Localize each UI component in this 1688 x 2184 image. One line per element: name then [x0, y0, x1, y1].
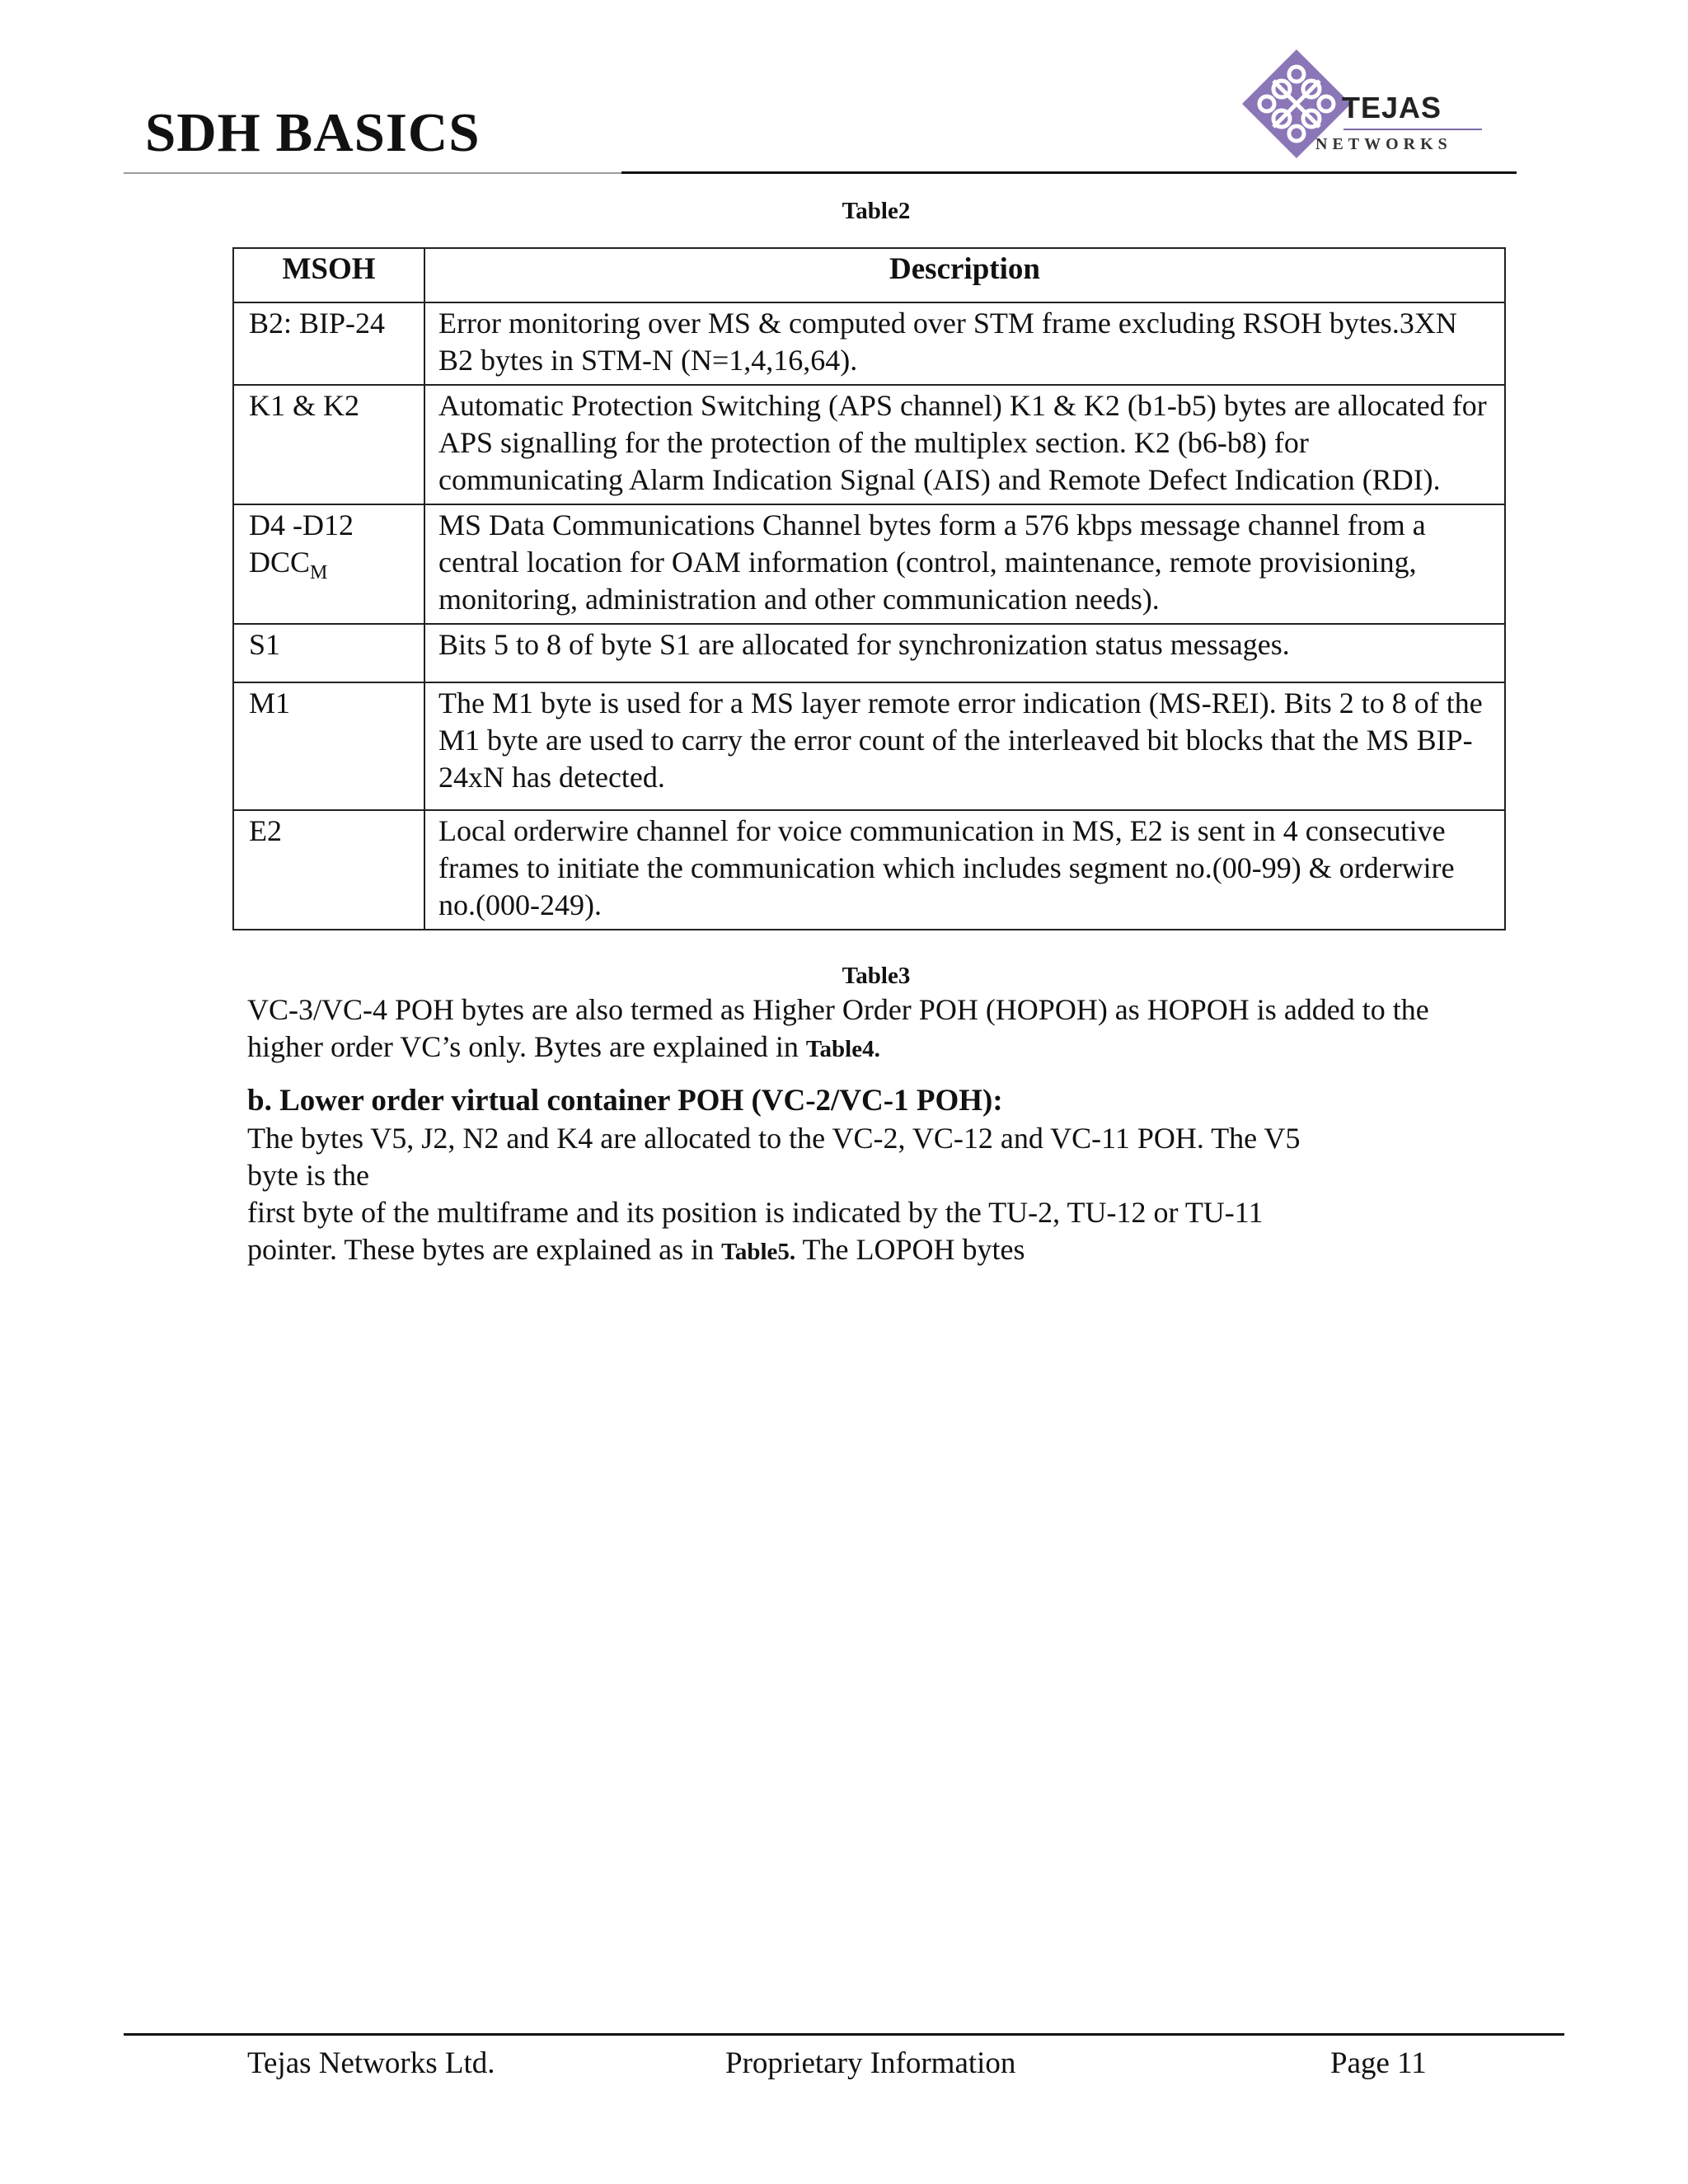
column-header-msoh: MSOH: [233, 248, 424, 302]
logo-subtitle: NETWORKS: [1315, 135, 1452, 153]
row-code: M1: [233, 682, 424, 810]
row-code-cell: [233, 504, 424, 624]
row-description: Bits 5 to 8 of byte S1 are allocated for synchronization status messages.: [424, 624, 1505, 682]
row-description: The M1 byte is used for a MS layer remote error indication (MS-REI). Bits 2 to 8 of the M1 byte are used to carry the error count of the interleaved bit blocks that the MS BIP-24xN has detected.: [424, 682, 1505, 810]
table-row: [233, 385, 1505, 504]
row-code: E2: [233, 810, 424, 930]
paragraph-line: The bytes V5, J2, N2 and K4 are allocated to the VC-2, VC-12 and VC-11 POH. The V5: [247, 1122, 1301, 1155]
table-caption-top: Table2: [842, 198, 911, 224]
footer-rule: [124, 2033, 1564, 2036]
row-description: MS Data Communications Channel bytes form a 576 kbps message channel from a central location for OAM information (control, maintenance, remote provisioning, monitoring, administration and other communication needs).: [424, 504, 1505, 624]
footer-page-number: Page 11: [1330, 2046, 1427, 2080]
paragraph-lopoh: [247, 1120, 1451, 1271]
logo-rule: [1343, 129, 1482, 130]
table-row: [233, 504, 1505, 624]
msoh-table: [232, 247, 1506, 930]
table-row: [233, 810, 1505, 930]
header-rule-left: [124, 172, 621, 174]
paragraph-line: first byte of the multiframe and its position is indicated by the TU-2, TU-12 or TU-11: [247, 1196, 1264, 1229]
table-row: [233, 624, 1505, 682]
row-description: Local orderwire channel for voice communication in MS, E2 is sent in 4 consecutive frames to initiate the communication which includes segment no.(00-99) & orderwire no.(000-249).: [424, 810, 1505, 930]
table-row: [233, 302, 1505, 385]
paragraph-line: pointer. These bytes are explained as in Table5. The LOPOH bytes: [247, 1233, 1025, 1266]
row-code: B2: BIP-24: [233, 302, 424, 385]
header-rule: [621, 171, 1517, 174]
row-code: K1 & K2: [233, 385, 424, 504]
row-description: Error monitoring over MS & computed over STM frame excluding RSOH bytes.3XN B2 bytes in STM-N (N=1,4,16,64).: [424, 302, 1505, 385]
section-heading-lopoh: b. Lower order virtual container POH (VC-2/VC-1 POH):: [247, 1084, 1003, 1118]
row-code-line2: $DCC_M$: [249, 546, 328, 583]
table-caption-bottom: Table3: [842, 963, 911, 989]
logo-wordmark: TEJAS: [1342, 91, 1442, 124]
paragraph-hopoh: [247, 991, 1434, 1068]
footer-center-label: Proprietary Information: [725, 2046, 1016, 2080]
footer-company: Tejas Networks Ltd.: [247, 2046, 495, 2080]
row-description: Automatic Protection Switching (APS channel) K1 & K2 (b1-b5) bytes are allocated for APS signalling for the protection of the multiplex section. K2 (b6-b8) for communicating Alarm Indication Signal (AIS) and Remote Defect Indication (RDI).: [424, 385, 1505, 504]
table5-reference: Table5.: [721, 1239, 796, 1265]
row-code: S1: [233, 624, 424, 682]
paragraph-text: VC-3/VC-4 POH bytes are also termed as Higher Order POH (HOPOH) as HOPOH is added to the higher order VC’s only. Bytes are explained in: [247, 993, 1429, 1063]
paragraph-line: byte is the: [247, 1159, 369, 1192]
table4-reference: Table4.: [805, 1036, 880, 1062]
row-code-subscript: M: [310, 562, 328, 583]
column-header-description: Description: [424, 248, 1505, 302]
table-row: [233, 682, 1505, 810]
row-code: D4 -D12: [249, 509, 354, 541]
table-header-row: [233, 248, 1505, 302]
document-title: SDH BASICS: [145, 102, 481, 163]
